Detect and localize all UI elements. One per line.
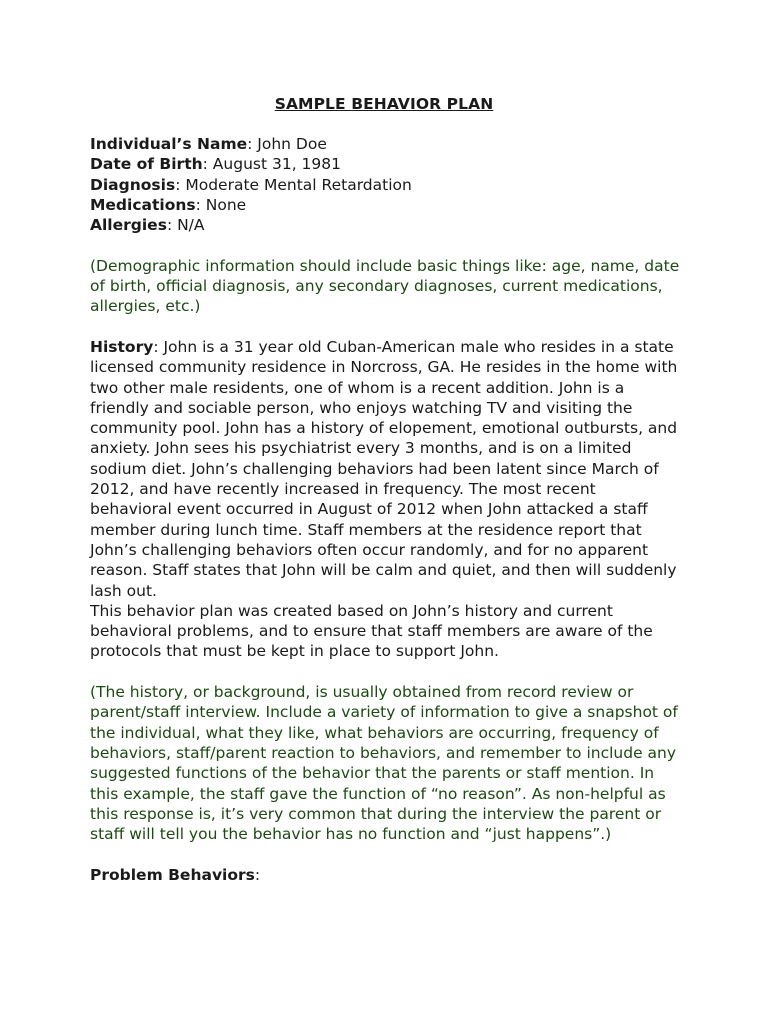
field-allergies [90,215,680,235]
problem-behaviors-heading [90,865,680,885]
history-text-2: This behavior plan was created based on John’s history and current behavioral problems, and to ensure that staff members are aware of the protocols that must be kept in place to support John. [90,601,653,661]
field-diagnosis [90,175,680,195]
demographics-section [90,134,680,235]
field-label: Diagnosis [90,175,176,194]
history-label: History [90,337,154,356]
history-note: (The history, or background, is usually obtained from record review or parent/staff interview. Include a variety of information to give a snapshot of the individual, what they like, what behaviors are occurring, frequency of behaviors, staff/parent reaction to behaviors, and remember to include any suggested functions of the behavior that the parents or staff mention. In this example, the staff gave the function of “no reason”. As non-helpful as this response is, it’s very common that during the interview the parent or staff will tell you the behavior has no function and “just happens”.) [90,683,678,844]
field-value: : None [195,195,247,214]
field-value: : John Doe [247,135,327,153]
field-date-of-birth [90,154,680,174]
field-value: : N/A [166,216,205,235]
field-label: Individual’s Name [90,135,248,153]
field-label: Date of Birth [90,155,203,174]
problem-behaviors-suffix: : [254,865,261,884]
field-value: : August 31, 1981 [202,155,341,174]
field-medications [90,195,680,215]
demographic-note: (Demographic information should include basic things like: age, name, date of birth, official diagnosis, any secondary diagnoses, current medications, allergies, etc.) [90,256,680,316]
problem-behaviors-label: Problem Behaviors [90,865,255,884]
field-value: : Moderate Mental Retardation [175,175,412,194]
history-text: : John is a 31 year old Cuban-American male who resides in a state licensed community residence in Norcross, GA. He resides in the home with two other male residents, one of whom is a recent addition. John is a friendly and sociable person, who enjoys watching TV and visiting the community pool. John has a history of elopement, emotional outbursts, and anxiety. John sees his psychiatrist every 3 months, and is on a limited sodium diet. John’s challenging behaviors had been latent since March of 2012, and have recently increased in frequency. The most recent behavioral event occurred in August of 2012 when John attacked a staff member during lunch time. Staff members at the residence report that John’s challenging behaviors often occur randomly, and for no apparent reason. Staff states that John will be calm and quiet, and then will suddenly lash out. [90,337,678,600]
history-section [90,337,680,662]
field-label: Medications [90,195,196,214]
document-body [90,134,680,905]
field-individual-name [90,134,680,154]
field-label: Allergies [90,216,167,235]
document-title: SAMPLE BEHAVIOR PLAN [274,95,494,113]
